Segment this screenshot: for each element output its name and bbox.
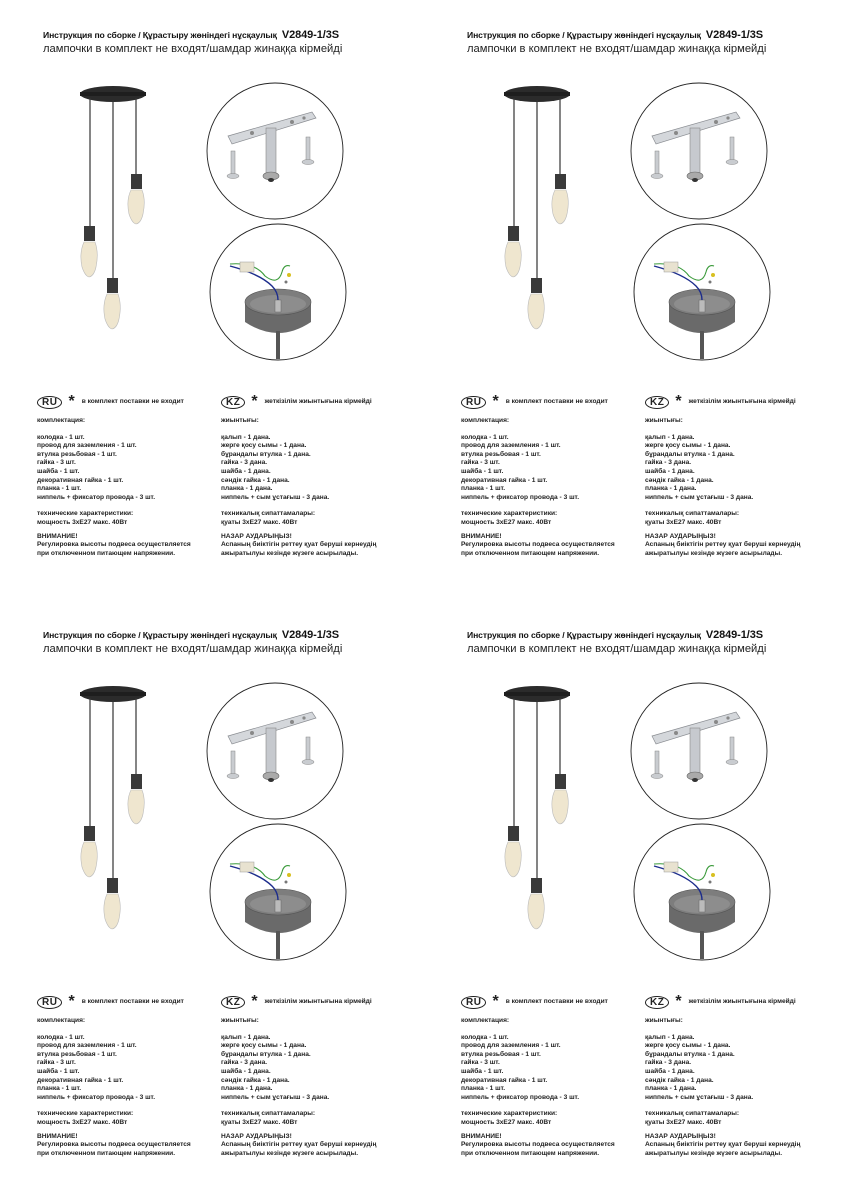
- kz-section: [645, 395, 800, 558]
- list-item: ниппель + сым ұстағыш - 3 дана.: [645, 1093, 754, 1101]
- ru-tech-value: мощность 3xE27 макс. 40Вт: [461, 518, 552, 526]
- ru-contents-label: комплектация:: [37, 417, 86, 424]
- ru-section: [461, 395, 615, 558]
- ru-contents-label: комплектация:: [461, 417, 510, 424]
- screw: [306, 137, 310, 161]
- list-item: сәндік гайка - 1 дана.: [221, 476, 290, 484]
- lamp-socket: [131, 174, 142, 189]
- ru-warning-title: ВНИМАНИЕ!: [461, 1132, 502, 1140]
- cord-down: [700, 331, 704, 359]
- screw: [231, 151, 235, 175]
- list-item: қалып - 1 дана.: [221, 433, 271, 441]
- ru-warning-line: при отключенном питающем напряжении.: [37, 549, 176, 557]
- asterisk-icon: *: [251, 993, 258, 1010]
- threaded-tube: [266, 128, 276, 176]
- list-item: бұрандалы втулка - 1 дана.: [645, 450, 735, 458]
- kz-warning-line: Аспаның биіктігін реттеу қуат беруші кернеудің: [645, 1141, 801, 1149]
- list-item: колодка - 1 шт.: [461, 433, 509, 441]
- screw: [655, 151, 659, 175]
- list-item: гайка - 3 шт.: [461, 459, 500, 467]
- list-item: шайба - 1 шт.: [461, 467, 504, 475]
- bulbs-not-included-note: лампочки в комплект не входят/шамдар жинаққа кірмейді: [467, 43, 767, 55]
- ru-warning-line: при отключенном питающем напряжении.: [461, 1149, 600, 1157]
- lamp-socket: [107, 278, 118, 293]
- ru-language-badge: RU: [37, 396, 62, 409]
- list-item: шайба - 1 дана.: [221, 467, 271, 475]
- ru-warning-line: при отключенном питающем напряжении.: [461, 549, 600, 557]
- ru-contents-label: комплектация:: [37, 1017, 86, 1024]
- title-text: Инструкция по сборке / Құрастыру жөніндегі нұсқаулық: [43, 630, 277, 640]
- instruction-title: [43, 29, 339, 41]
- ru-warning-line: Регулировка высоты подвеса осуществляется: [37, 1141, 191, 1149]
- lamp-socket: [531, 278, 542, 293]
- list-item: ниппель + фиксатор провода - 3 шт.: [37, 1093, 156, 1101]
- asterisk-icon: *: [675, 393, 682, 410]
- list-item: планка - 1 шт.: [461, 1085, 506, 1093]
- ru-tech-value: мощность 3xE27 макс. 40Вт: [37, 518, 128, 526]
- kz-tech-label: техникалық сипаттамалары:: [645, 510, 740, 518]
- bulb: [552, 790, 568, 824]
- list-item: шайба - 1 шт.: [461, 1067, 504, 1075]
- ru-section: [37, 395, 191, 558]
- list-item: сәндік гайка - 1 дана.: [221, 1076, 290, 1084]
- terminal-block: [240, 262, 254, 272]
- kz-warning-line: Аспаның биіктігін реттеу қуат беруші кернеудің: [645, 541, 801, 549]
- title-text: Инструкция по сборке / Құрастыру жөніндегі нұсқаулық: [467, 30, 701, 40]
- ground-terminal: [287, 273, 291, 277]
- kz-section: [645, 995, 800, 1158]
- kz-not-included-note: жеткізілім жиынтығына кірмейді: [264, 397, 372, 405]
- list-item: қалып - 1 дана.: [645, 433, 695, 441]
- kz-not-included-note: жеткізілім жиынтығына кірмейді: [688, 397, 796, 405]
- lamp-socket: [131, 774, 142, 789]
- list-item: колодка - 1 шт.: [461, 1033, 509, 1041]
- ru-language-badge: RU: [461, 396, 486, 409]
- list-item: шайба - 1 шт.: [37, 1067, 80, 1075]
- terminal-block: [240, 862, 254, 872]
- ru-contents-list: [461, 434, 615, 503]
- ru-warning-title: ВНИМАНИЕ!: [461, 532, 502, 540]
- list-item: декоративная гайка - 1 шт.: [37, 1076, 124, 1084]
- list-item: бұрандалы втулка - 1 дана.: [645, 1050, 735, 1058]
- kz-warning-line: Аспаның биіктігін реттеу қуат беруші кернеудің: [221, 1141, 377, 1149]
- bulb: [81, 842, 97, 877]
- asterisk-icon: *: [492, 993, 499, 1010]
- kz-warning-title: НАЗАР АУДАРЫҢЫЗ!: [221, 532, 292, 540]
- bulb: [128, 190, 144, 224]
- ru-tech-value: мощность 3xE27 макс. 40Вт: [37, 1118, 128, 1126]
- ground-terminal: [711, 873, 715, 877]
- list-item: декоративная гайка - 1 шт.: [461, 476, 548, 484]
- list-item: планка - 1 дана.: [221, 485, 273, 493]
- list-item: декоративная гайка - 1 шт.: [37, 476, 124, 484]
- kz-language-badge: KZ: [645, 396, 669, 409]
- terminal-block: [664, 862, 678, 872]
- kz-warning-line: ажыратылуы кезінде жүзеге асырылады.: [645, 549, 783, 557]
- bulb: [104, 894, 120, 929]
- kz-warning-title: НАЗАР АУДАРЫҢЫЗ!: [645, 1132, 716, 1140]
- list-item: декоративная гайка - 1 шт.: [461, 1076, 548, 1084]
- asterisk-icon: *: [68, 993, 75, 1010]
- list-item: гайка - 3 дана.: [221, 459, 268, 467]
- mounting-detail-illustration: [200, 76, 380, 366]
- ru-contents-label: комплектация:: [461, 1017, 510, 1024]
- screw: [730, 737, 734, 761]
- kz-tech-value: қуаты 3xE27 макс. 40Вт: [221, 518, 298, 526]
- list-item: сәндік гайка - 1 дана.: [645, 476, 714, 484]
- list-item: провод для заземления - 1 шт.: [461, 442, 561, 450]
- list-item: шайба - 1 шт.: [37, 467, 80, 475]
- kz-warning-title: НАЗАР АУДАРЫҢЫЗ!: [221, 1132, 292, 1140]
- model-number: V2849-1/3S: [705, 629, 763, 641]
- kz-tech-label: техникалық сипаттамалары:: [221, 1110, 316, 1118]
- lamp-socket: [531, 878, 542, 893]
- ru-warning-title: ВНИМАНИЕ!: [37, 1132, 78, 1140]
- kz-tech-value: қуаты 3xE27 макс. 40Вт: [645, 1118, 722, 1126]
- mounting-detail-illustration: [200, 676, 380, 966]
- lamp-socket: [84, 226, 95, 241]
- lamp-socket: [555, 774, 566, 789]
- instruction-sheet: [424, 600, 848, 1200]
- asterisk-icon: *: [492, 393, 499, 410]
- list-item: бұрандалы втулка - 1 дана.: [221, 1050, 311, 1058]
- list-item: колодка - 1 шт.: [37, 433, 85, 441]
- mounting-detail-illustration: [624, 676, 804, 966]
- list-item: гайка - 3 дана.: [645, 459, 692, 467]
- list-item: ниппель + сым ұстағыш - 3 дана.: [221, 493, 330, 501]
- list-item: планка - 1 дана.: [221, 1085, 273, 1093]
- list-item: ниппель + фиксатор провода - 3 шт.: [461, 493, 580, 501]
- list-item: планка - 1 шт.: [37, 485, 82, 493]
- ru-warning-line: Регулировка высоты подвеса осуществляется: [461, 1141, 615, 1149]
- ru-contents-list: [37, 434, 191, 503]
- kz-warning-line: ажыратылуы кезінде жүзеге асырылады.: [221, 1149, 359, 1157]
- ru-contents-list: [37, 1034, 191, 1103]
- bulb: [505, 842, 521, 877]
- instruction-sheet: [0, 0, 424, 600]
- ground-terminal: [287, 873, 291, 877]
- terminal-block: [664, 262, 678, 272]
- pendant-lamp-illustration: [60, 78, 200, 348]
- bulb: [104, 294, 120, 329]
- list-item: сәндік гайка - 1 дана.: [645, 1076, 714, 1084]
- lamp-socket: [107, 878, 118, 893]
- ru-warning-line: при отключенном питающем напряжении.: [37, 1149, 176, 1157]
- kz-contents-list: [221, 1034, 376, 1103]
- ru-not-included-note: в комплект поставки не входит: [81, 397, 184, 405]
- kz-contents-list: [221, 434, 376, 503]
- kz-tech-label: техникалық сипаттамалары:: [221, 510, 316, 518]
- title-text: Инструкция по сборке / Құрастыру жөніндегі нұсқаулық: [467, 630, 701, 640]
- bulb: [505, 242, 521, 277]
- list-item: шайба - 1 дана.: [221, 1067, 271, 1075]
- instruction-title: [43, 629, 339, 641]
- ru-tech-label: технические характеристики:: [461, 1110, 558, 1118]
- ru-section: [37, 995, 191, 1158]
- mounting-detail-illustration: [624, 76, 804, 366]
- asterisk-icon: *: [251, 393, 258, 410]
- kz-contents-list: [645, 1034, 800, 1103]
- screw: [231, 751, 235, 775]
- cord-down: [276, 331, 280, 359]
- instruction-sheet: [424, 0, 848, 600]
- bulb: [552, 190, 568, 224]
- list-item: қалып - 1 дана.: [645, 1033, 695, 1041]
- list-item: провод для заземления - 1 шт.: [461, 1042, 561, 1050]
- kz-tech-label: техникалық сипаттамалары:: [645, 1110, 740, 1118]
- pendant-lamp-illustration: [484, 78, 624, 348]
- bulbs-not-included-note: лампочки в комплект не входят/шамдар жинаққа кірмейді: [467, 643, 767, 655]
- kz-contents-label: жиынтығы:: [221, 1017, 259, 1024]
- bulb: [528, 294, 544, 329]
- list-item: планка - 1 шт.: [461, 485, 506, 493]
- screw: [655, 751, 659, 775]
- bulbs-not-included-note: лампочки в комплект не входят/шамдар жинаққа кірмейді: [43, 643, 343, 655]
- ru-warning-title: ВНИМАНИЕ!: [37, 532, 78, 540]
- bulb: [128, 790, 144, 824]
- pendant-lamp-illustration: [484, 678, 624, 948]
- list-item: провод для заземления - 1 шт.: [37, 1042, 137, 1050]
- asterisk-icon: *: [675, 993, 682, 1010]
- kz-language-badge: KZ: [221, 396, 245, 409]
- kz-not-included-note: жеткізілім жиынтығына кірмейді: [688, 997, 796, 1005]
- screw: [730, 137, 734, 161]
- ru-not-included-note: в комплект поставки не входит: [505, 397, 608, 405]
- title-text: Инструкция по сборке / Құрастыру жөніндегі нұсқаулық: [43, 30, 277, 40]
- list-item: втулка резьбовая - 1 шт.: [461, 450, 541, 458]
- list-item: ниппель + сым ұстағыш - 3 дана.: [645, 493, 754, 501]
- list-item: гайка - 3 шт.: [37, 1059, 76, 1067]
- list-item: гайка - 3 шт.: [37, 459, 76, 467]
- kz-contents-label: жиынтығы:: [645, 1017, 683, 1024]
- list-item: планка - 1 дана.: [645, 485, 697, 493]
- cord-down: [276, 931, 280, 959]
- ru-tech-label: технические характеристики:: [37, 1110, 134, 1118]
- cord-down: [700, 931, 704, 959]
- kz-tech-value: қуаты 3xE27 макс. 40Вт: [645, 518, 722, 526]
- kz-warning-title: НАЗАР АУДАРЫҢЫЗ!: [645, 532, 716, 540]
- kz-contents-label: жиынтығы:: [645, 417, 683, 424]
- ru-tech-label: технические характеристики:: [37, 510, 134, 518]
- screw: [306, 737, 310, 761]
- ru-tech-value: мощность 3xE27 макс. 40Вт: [461, 1118, 552, 1126]
- ru-warning-line: Регулировка высоты подвеса осуществляется: [37, 541, 191, 549]
- list-item: втулка резьбовая - 1 шт.: [37, 450, 117, 458]
- model-number: V2849-1/3S: [281, 629, 339, 641]
- list-item: ниппель + фиксатор провода - 3 шт.: [37, 493, 156, 501]
- list-item: планка - 1 шт.: [37, 1085, 82, 1093]
- list-item: бұрандалы втулка - 1 дана.: [221, 450, 311, 458]
- kz-contents-list: [645, 434, 800, 503]
- kz-language-badge: KZ: [221, 996, 245, 1009]
- lamp-socket: [508, 226, 519, 241]
- ground-terminal: [711, 273, 715, 277]
- kz-language-badge: KZ: [645, 996, 669, 1009]
- kz-warning-line: Аспаның биіктігін реттеу қуат беруші кернеудің: [221, 541, 377, 549]
- threaded-tube: [690, 728, 700, 776]
- instruction-title: [467, 29, 763, 41]
- list-item: қалып - 1 дана.: [221, 1033, 271, 1041]
- threaded-tube: [690, 128, 700, 176]
- list-item: втулка резьбовая - 1 шт.: [461, 1050, 541, 1058]
- list-item: гайка - 3 дана.: [645, 1059, 692, 1067]
- kz-contents-label: жиынтығы:: [221, 417, 259, 424]
- ru-warning-line: Регулировка высоты подвеса осуществляется: [461, 541, 615, 549]
- kz-section: [221, 395, 376, 558]
- list-item: шайба - 1 дана.: [645, 467, 695, 475]
- lamp-socket: [84, 826, 95, 841]
- kz-section: [221, 995, 376, 1158]
- list-item: гайка - 3 шт.: [461, 1059, 500, 1067]
- lamp-socket: [555, 174, 566, 189]
- ru-not-included-note: в комплект поставки не входит: [81, 997, 184, 1005]
- list-item: планка - 1 дана.: [645, 1085, 697, 1093]
- bulb: [528, 894, 544, 929]
- bulb: [81, 242, 97, 277]
- kz-tech-value: қуаты 3xE27 макс. 40Вт: [221, 1118, 298, 1126]
- model-number: V2849-1/3S: [281, 29, 339, 41]
- ru-not-included-note: в комплект поставки не входит: [505, 997, 608, 1005]
- list-item: колодка - 1 шт.: [37, 1033, 85, 1041]
- list-item: шайба - 1 дана.: [645, 1067, 695, 1075]
- kz-warning-line: ажыратылуы кезінде жүзеге асырылады.: [645, 1149, 783, 1157]
- list-item: жерге қосу сымы - 1 дана.: [645, 1042, 731, 1050]
- pendant-lamp-illustration: [60, 678, 200, 948]
- instruction-title: [467, 629, 763, 641]
- list-item: гайка - 3 дана.: [221, 1059, 268, 1067]
- list-item: провод для заземления - 1 шт.: [37, 442, 137, 450]
- bulbs-not-included-note: лампочки в комплект не входят/шамдар жинаққа кірмейді: [43, 43, 343, 55]
- list-item: жерге қосу сымы - 1 дана.: [221, 1042, 307, 1050]
- instruction-sheet: [0, 600, 424, 1200]
- kz-not-included-note: жеткізілім жиынтығына кірмейді: [264, 997, 372, 1005]
- list-item: ниппель + фиксатор провода - 3 шт.: [461, 1093, 580, 1101]
- list-item: втулка резьбовая - 1 шт.: [37, 1050, 117, 1058]
- model-number: V2849-1/3S: [705, 29, 763, 41]
- ru-language-badge: RU: [37, 996, 62, 1009]
- asterisk-icon: *: [68, 393, 75, 410]
- lamp-socket: [508, 826, 519, 841]
- ru-language-badge: RU: [461, 996, 486, 1009]
- threaded-tube: [266, 728, 276, 776]
- list-item: ниппель + сым ұстағыш - 3 дана.: [221, 1093, 330, 1101]
- ru-tech-label: технические характеристики:: [461, 510, 558, 518]
- kz-warning-line: ажыратылуы кезінде жүзеге асырылады.: [221, 549, 359, 557]
- ru-section: [461, 995, 615, 1158]
- list-item: жерге қосу сымы - 1 дана.: [645, 442, 731, 450]
- list-item: жерге қосу сымы - 1 дана.: [221, 442, 307, 450]
- ru-contents-list: [461, 1034, 615, 1103]
